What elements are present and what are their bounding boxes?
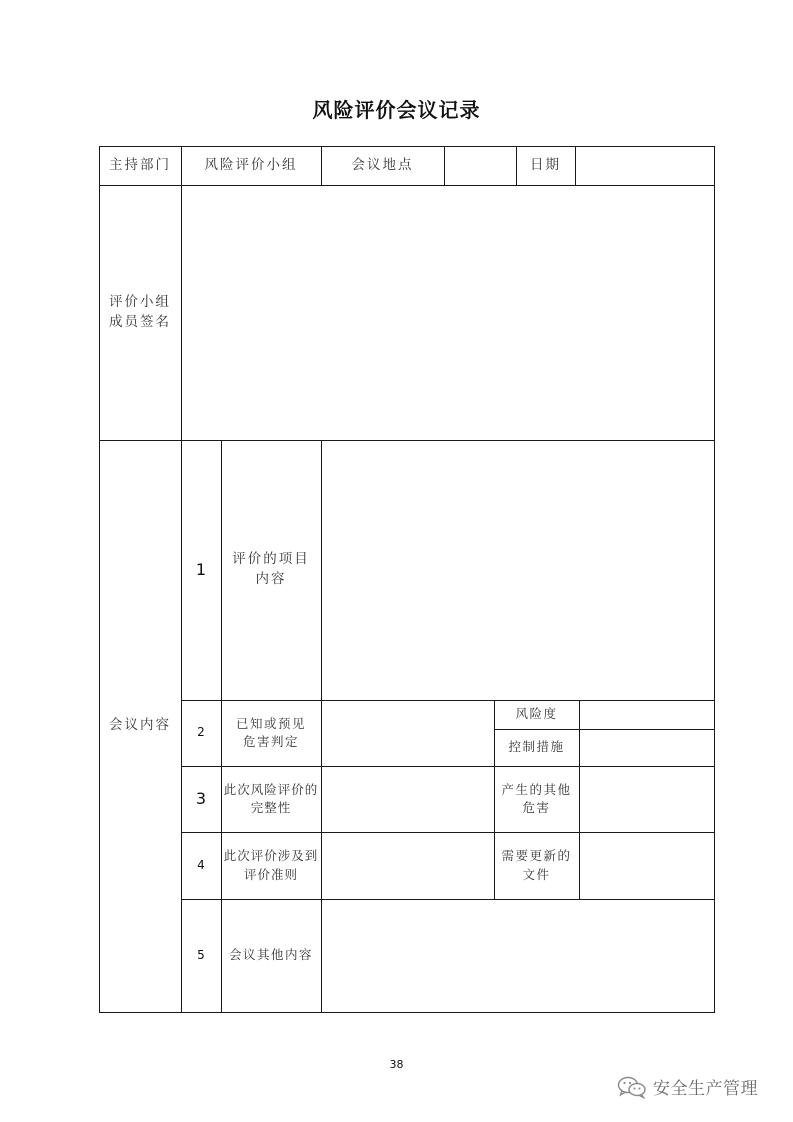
item-label — [221, 700, 321, 766]
side-label-line2: 危害 — [522, 800, 551, 815]
members-signature-label — [99, 185, 181, 440]
criteria-field[interactable] — [321, 832, 494, 899]
column-divider — [321, 146, 322, 185]
row-divider — [99, 185, 715, 186]
row-divider — [99, 440, 715, 441]
page-number: 38 — [389, 1058, 404, 1071]
table-border — [714, 146, 715, 1013]
item-number: 2 — [197, 725, 205, 740]
row-divider — [181, 899, 715, 900]
item-label — [221, 440, 321, 700]
members-signature-area[interactable] — [181, 185, 714, 440]
item-label-line2: 危害判定 — [242, 734, 299, 749]
completeness-field[interactable] — [321, 766, 494, 832]
location-value-field[interactable] — [444, 146, 516, 185]
wechat-icon — [617, 1075, 647, 1099]
item-label-line1: 此次风险评价的 — [223, 781, 319, 797]
watermark-text: 安全生产管理 — [653, 1079, 758, 1099]
item-label: 会议其他内容 — [228, 947, 313, 963]
side-label-line1: 需要更新的 — [501, 848, 572, 864]
other-content-field[interactable] — [321, 899, 714, 1012]
item-label-line1: 评价的项目 — [232, 551, 310, 568]
item-label-line2: 完整性 — [250, 800, 292, 815]
column-divider — [321, 440, 322, 1013]
item-content-field[interactable] — [321, 440, 714, 700]
files-to-update-label — [494, 832, 579, 899]
meeting-content-label: 会议内容 — [109, 717, 171, 734]
column-divider — [516, 146, 517, 185]
watermark — [617, 1074, 758, 1099]
item-label-line1: 已知或预见 — [235, 715, 306, 731]
control-measures-label: 控制措施 — [508, 739, 565, 755]
item-label — [221, 832, 321, 899]
item-number: 4 — [197, 857, 205, 872]
item-number: 1 — [195, 560, 207, 580]
other-hazards-label — [494, 766, 579, 832]
table-border — [99, 146, 100, 1013]
members-label-line2: 成员签名 — [109, 313, 171, 330]
column-divider — [494, 700, 495, 899]
column-divider — [575, 146, 576, 185]
page-title: 风险评价会议记录 — [312, 98, 481, 122]
side-label-line2: 文件 — [522, 866, 551, 882]
location-label: 会议地点 — [351, 156, 414, 173]
members-label-line1: 评价小组 — [109, 293, 171, 310]
files-to-update-field[interactable] — [579, 832, 714, 899]
item-number: 3 — [195, 789, 207, 809]
risk-degree-label: 风险度 — [515, 706, 558, 722]
item-label-line2: 内容 — [255, 571, 287, 587]
host-dept-value: 风险评价小组 — [204, 156, 298, 173]
row-divider — [181, 766, 715, 767]
date-label: 日期 — [530, 156, 561, 173]
item-label — [221, 766, 321, 832]
table-border — [99, 1012, 715, 1013]
row-divider — [181, 832, 715, 833]
column-divider — [221, 440, 222, 1013]
item-number: 5 — [197, 947, 205, 962]
column-divider — [444, 146, 445, 185]
item-label-line2: 评价准则 — [243, 866, 298, 882]
item-label-line1: 此次评价涉及到 — [223, 848, 319, 864]
other-hazards-field[interactable] — [579, 766, 714, 832]
risk-degree-field[interactable] — [579, 700, 714, 729]
column-divider — [181, 146, 182, 1013]
control-measures-field[interactable] — [579, 729, 714, 766]
date-value-field[interactable] — [575, 146, 714, 185]
column-divider — [579, 700, 580, 899]
row-divider — [494, 729, 715, 730]
row-divider — [181, 700, 715, 701]
table-border — [99, 146, 715, 147]
side-label-line1: 产生的其他 — [501, 781, 572, 797]
host-dept-label: 主持部门 — [109, 156, 171, 173]
hazard-judgment-field[interactable] — [321, 700, 494, 766]
